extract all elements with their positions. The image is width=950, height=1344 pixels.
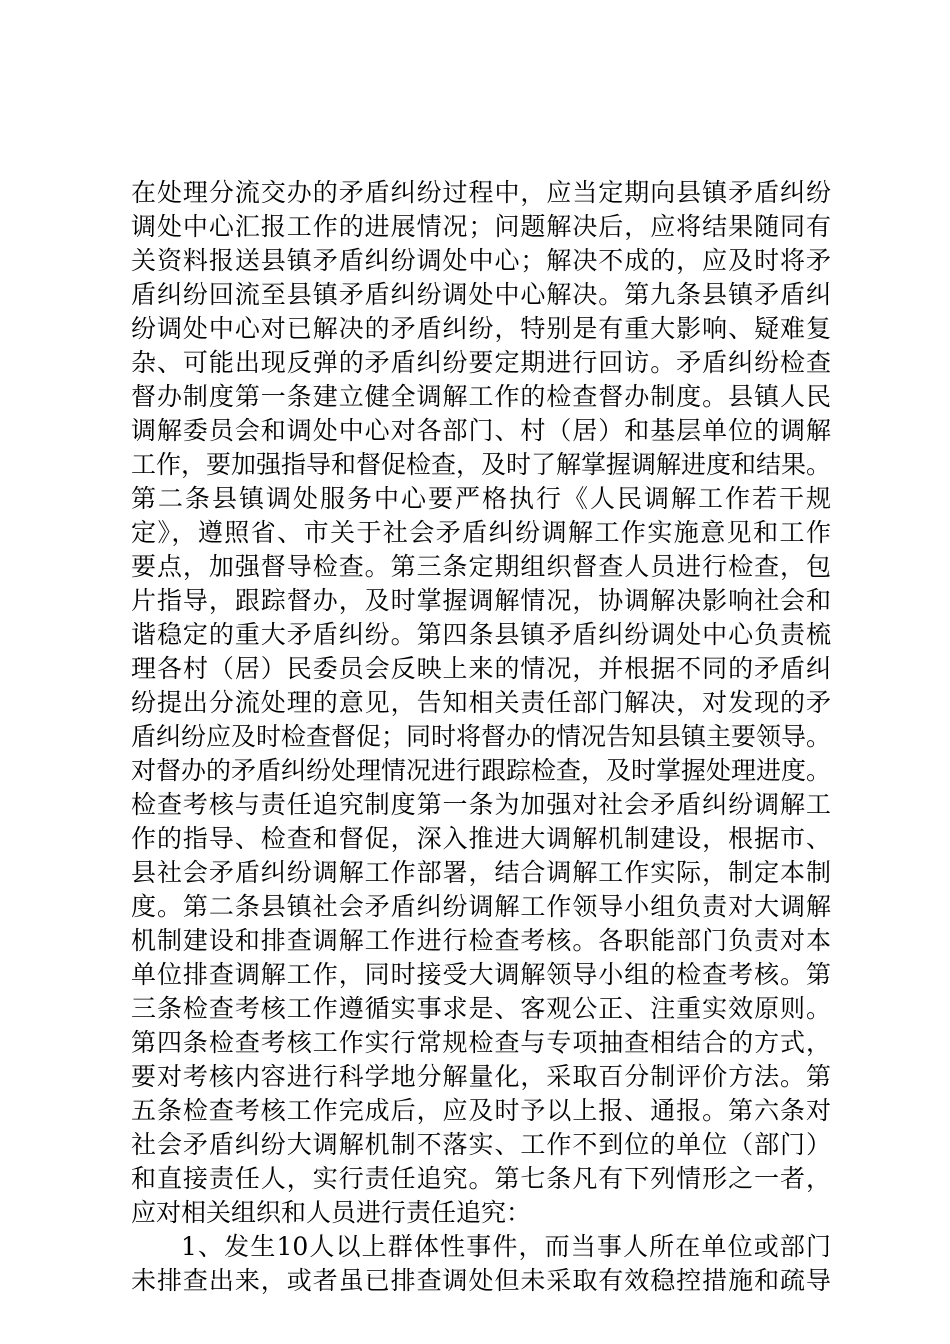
text-line: 度。第二条县镇社会矛盾纠纷调解工作领导小组负责对大调解 (131, 892, 831, 921)
text-line: 未排查出来，或者虽已排查调处但未采取有效稳控措施和疏导 (131, 1266, 831, 1295)
text-line: 要对考核内容进行科学地分解量化，采取百分制评价方法。第 (131, 1062, 831, 1091)
text-line: 五条检查考核工作完成后，应及时予以上报、通报。第六条对 (131, 1096, 831, 1125)
text-line: 第四条检查考核工作实行常规检查与专项抽查相结合的方式， (131, 1028, 831, 1057)
text-line: 在处理分流交办的矛盾纠纷过程中，应当定期向县镇矛盾纠纷 (131, 178, 831, 207)
text-line: 要点，加强督导检查。第三条定期组织督查人员进行检查，包 (131, 552, 831, 581)
text-line: 作的指导、检查和督促，深入推进大调解机制建设，根据市、 (131, 824, 831, 853)
text-line: 关资料报送县镇矛盾纠纷调处中心；解决不成的，应及时将矛 (131, 246, 831, 275)
text-line: 和直接责任人，实行责任追究。第七条凡有下列情形之一者， (131, 1164, 831, 1193)
text-line: 县社会矛盾纠纷调解工作部署，结合调解工作实际，制定本制 (131, 858, 831, 887)
text-line: 杂、可能出现反弹的矛盾纠纷要定期进行回访。矛盾纠纷检查 (131, 348, 831, 377)
text-line: 第二条县镇调处服务中心要严格执行《人民调解工作若干规 (131, 484, 831, 513)
body-text (131, 176, 831, 1298)
text-line: 谐稳定的重大矛盾纠纷。第四条县镇矛盾纠纷调处中心负责梳 (131, 620, 831, 649)
text-line: 盾纠纷应及时检查督促；同时将督办的情况告知县镇主要领导。 (131, 722, 832, 751)
text-line: 1、发生10人以上群体性事件，而当事人所在单位或部门 (181, 1232, 831, 1261)
text-line: 纷调处中心对已解决的矛盾纠纷，特别是有重大影响、疑难复 (131, 314, 831, 343)
text-line: 工作，要加强指导和督促检查，及时了解掌握调解进度和结果。 (131, 450, 832, 479)
text-line: 机制建设和排查调解工作进行检查考核。各职能部门负责对本 (131, 926, 831, 955)
text-line: 督办制度第一条建立健全调解工作的检查督办制度。县镇人民 (131, 382, 831, 411)
text-line: 纷提出分流处理的意见，告知相关责任部门解决，对发现的矛 (131, 688, 831, 717)
text-line: 对督办的矛盾纠纷处理情况进行跟踪检查，及时掌握处理进度。 (131, 756, 832, 785)
text-line: 检查考核与责任追究制度第一条为加强对社会矛盾纠纷调解工 (131, 790, 831, 819)
text-line: 盾纠纷回流至县镇矛盾纠纷调处中心解决。第九条县镇矛盾纠 (131, 280, 831, 309)
text-line: 应对相关组织和人员进行责任追究： (131, 1198, 532, 1227)
text-line: 片指导，跟踪督办，及时掌握调解情况，协调解决影响社会和 (131, 586, 831, 615)
text-line: 理各村（居）民委员会反映上来的情况，并根据不同的矛盾纠 (131, 654, 831, 683)
text-line: 调解委员会和调处中心对各部门、村（居）和基层单位的调解 (131, 416, 831, 445)
text-line: 社会矛盾纠纷大调解机制不落实、工作不到位的单位（部门） (131, 1130, 831, 1159)
text-line: 定》，遵照省、市关于社会矛盾纠纷调解工作实施意见和工作 (131, 518, 831, 547)
text-line: 调处中心汇报工作的进展情况；问题解决后，应将结果随同有 (131, 212, 831, 241)
text-line: 三条检查考核工作遵循实事求是、客观公正、注重实效原则。 (131, 994, 831, 1023)
text-line: 单位排查调解工作，同时接受大调解领导小组的检查考核。第 (131, 960, 831, 989)
